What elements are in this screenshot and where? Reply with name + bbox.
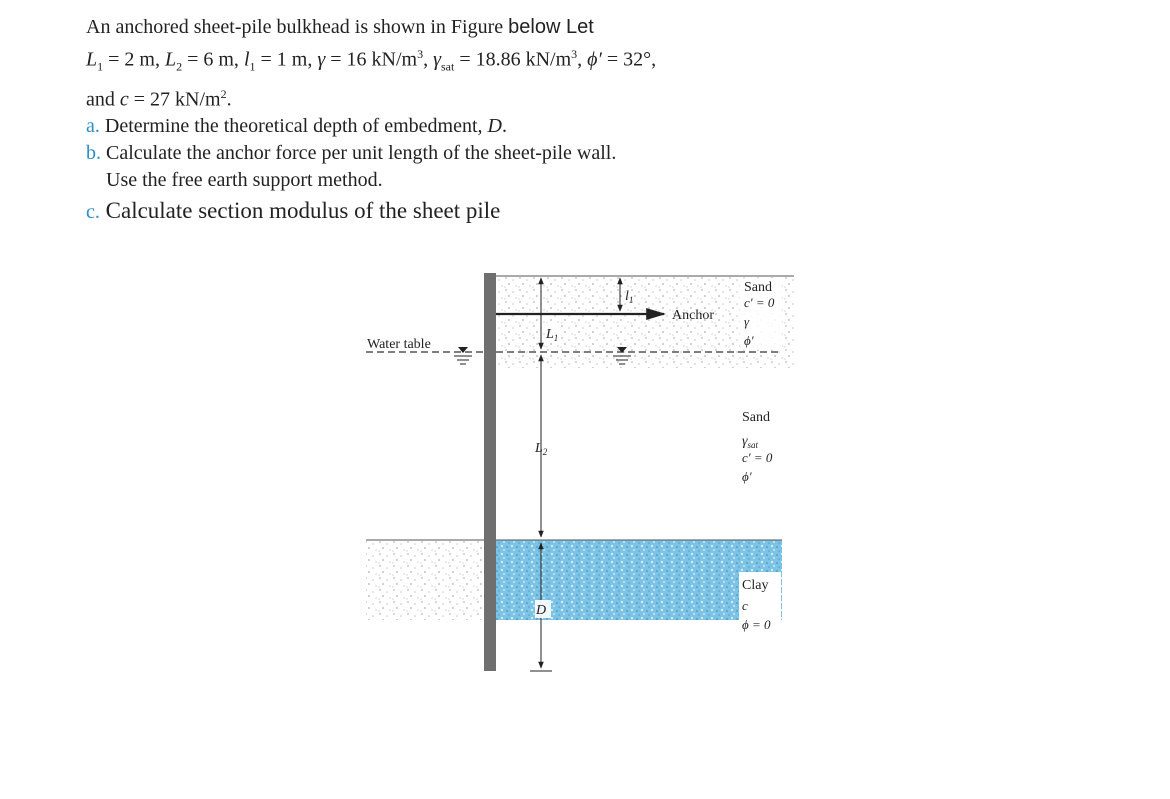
c-symbol: c [119, 88, 129, 111]
mid-layer-c: c′ = 0 [742, 450, 773, 465]
intro-tail: below Let [508, 16, 594, 38]
l1-label: $l_1$ [625, 289, 634, 305]
part-b-text: Calculate the anchor force per unit length of the sheet-pile wall. [106, 142, 617, 165]
part-a-label: a. [86, 115, 100, 138]
gamma-sat-subscript: sat [440, 59, 455, 74]
L2-symbol: L [164, 48, 177, 71]
intro-text: An anchored sheet-pile bulkhead is shown in Figure [86, 16, 504, 38]
c-value: = 27 kN/m [128, 88, 221, 111]
comma: , [577, 48, 588, 71]
mid-layer-name: Sand [742, 410, 770, 425]
dredge-side-soil [366, 540, 484, 620]
clay-layer-phi: ϕ = 0 [742, 617, 771, 632]
comma: , [423, 48, 434, 71]
gamma-unit-exponent: 3 [417, 47, 424, 61]
part-c-label: c. [86, 201, 100, 224]
mid-layer-gamma: $\gamma_{sat}$ [742, 434, 759, 450]
L1-value: = 2 m, [103, 48, 165, 71]
gamma-symbol: γ [317, 48, 326, 71]
water-table-label: Water table [367, 337, 431, 352]
L1-label: $L_1$ [546, 327, 559, 343]
period: . [226, 88, 232, 111]
gamma-sat-value: = 18.86 kN/m [454, 48, 572, 71]
top-layer-gamma: γ [744, 314, 750, 329]
l1-subscript: 1 [249, 59, 256, 74]
clay-layer-name: Clay [742, 578, 769, 593]
top-layer-name: Sand [744, 280, 772, 295]
water-table-symbol-left [454, 347, 472, 364]
top-layer-c: c′ = 0 [744, 295, 775, 310]
L1-symbol: L [86, 48, 98, 71]
L2-value: = 6 m, [182, 48, 244, 71]
part-b-label: b. [86, 142, 101, 165]
part-b-text2: Use the free earth support method. [106, 169, 383, 192]
part-a-text: Determine the theoretical depth of embedment, [104, 115, 488, 138]
phi-value: = 32°, [601, 48, 657, 71]
gamma-sat-symbol: γ [433, 48, 441, 71]
L1-subscript: 1 [97, 59, 104, 74]
and-text: and [86, 88, 120, 111]
l1-value: = 1 m, [255, 48, 318, 71]
part-a-D: D [487, 115, 502, 138]
part-a-period: . [501, 115, 507, 138]
L2-subscript: 2 [176, 59, 183, 74]
gamma-sat-unit-exponent: 3 [571, 47, 578, 61]
D-label: D [536, 603, 547, 618]
clay-layer-c: c [742, 598, 748, 613]
top-layer-phi: ϕ′ [744, 333, 754, 348]
L2-label: $L_2$ [535, 441, 548, 457]
mid-layer-phi: ϕ′ [742, 469, 752, 484]
anchor-label: Anchor [672, 308, 714, 323]
gamma-value: = 16 kN/m [325, 48, 418, 71]
phi-symbol: ϕ′ [587, 48, 602, 71]
c-unit-exponent: 2 [220, 86, 227, 101]
part-c-text: Calculate section modulus of the sheet pile [105, 198, 501, 224]
sheet-pile-wall [484, 273, 496, 671]
l1-symbol: l [243, 48, 250, 71]
